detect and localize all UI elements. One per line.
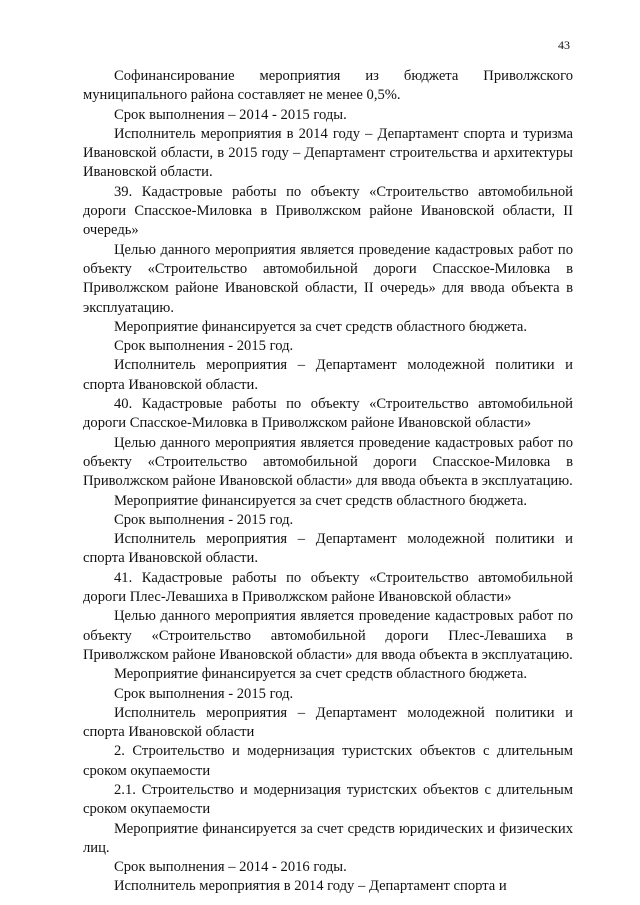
paragraph: Целью данного мероприятия является проведение кадастровых работ по объекту «Строительство автомобильной дороги Спасское-Миловка в Приволжском районе Ивановской области, II очередь» для ввода объекта в эксплуатацию. [83, 241, 573, 316]
paragraph: Мероприятие финансируется за счет средств юридических и физических лиц. [83, 820, 573, 856]
paragraph: Срок выполнения - 2015 год. [114, 511, 294, 528]
paragraph: Целью данного мероприятия является проведение кадастровых работ по объекту «Строительство автомобильной дороги Плес-Левашиха в Приволжском районе Ивановской области» для ввода объекта в эксплуатацию. [83, 608, 573, 663]
paragraph: Исполнитель мероприятия – Департамент молодежной политики и спорта Ивановской области. [83, 357, 573, 393]
paragraph: Мероприятие финансируется за счет средств областного бюджета. [114, 666, 528, 683]
paragraph: 2. Строительство и модернизация туристских объектов с длительным сроком окупаемости [83, 743, 573, 779]
paragraph: Исполнитель мероприятия в 2014 году – Департамент спорта и [114, 878, 507, 895]
paragraph: 2.1. Строительство и модернизация туристских объектов с длительным сроком окупаемости [83, 781, 573, 818]
paragraph: Срок выполнения - 2015 год. [114, 685, 294, 702]
paragraph: Исполнитель мероприятия – Департамент молодежной политики и спорта Ивановской области [83, 704, 573, 741]
paragraph: Софинансирование мероприятия из бюджета Приволжского муниципального района составляет не менее 0,5%. [83, 68, 573, 104]
body-text [83, 67, 573, 897]
paragraph: Срок выполнения – 2014 - 2015 годы. [114, 106, 347, 123]
page-number: 43 [558, 38, 570, 52]
paragraph: 40. Кадастровые работы по объекту «Строительство автомобильной дороги Спасское-Миловка в Приволжском районе Ивановской области» [83, 396, 573, 432]
paragraph: 39. Кадастровые работы по объекту «Строительство автомобильной дороги Спасское-Миловка в Приволжском районе Ивановской области, II очередь» [83, 183, 573, 239]
paragraph: 41. Кадастровые работы по объекту «Строительство автомобильной дороги Плес-Левашиха в Приволжском районе Ивановской области» [83, 569, 573, 606]
paragraph: Срок выполнения - 2015 год. [114, 338, 294, 355]
paragraph: Целью данного мероприятия является проведение кадастровых работ по объекту «Строительство автомобильной дороги Спасское-Миловка в Приволжском районе Ивановской области» для ввода объекта в эксплуатацию. [83, 434, 573, 490]
paragraph: Исполнитель мероприятия – Департамент молодежной политики и спорта Ивановской области. [83, 531, 573, 567]
paragraph: Мероприятие финансируется за счет средств областного бюджета. [114, 318, 528, 335]
paragraph: Срок выполнения – 2014 - 2016 годы. [114, 859, 347, 876]
paragraph: Мероприятие финансируется за счет средств областного бюджета. [114, 492, 528, 509]
paragraph: Исполнитель мероприятия в 2014 году – Департамент спорта и туризма Ивановской области, в 2015 году – Департамент строительства и архитектуры Ивановской области. [83, 125, 573, 181]
